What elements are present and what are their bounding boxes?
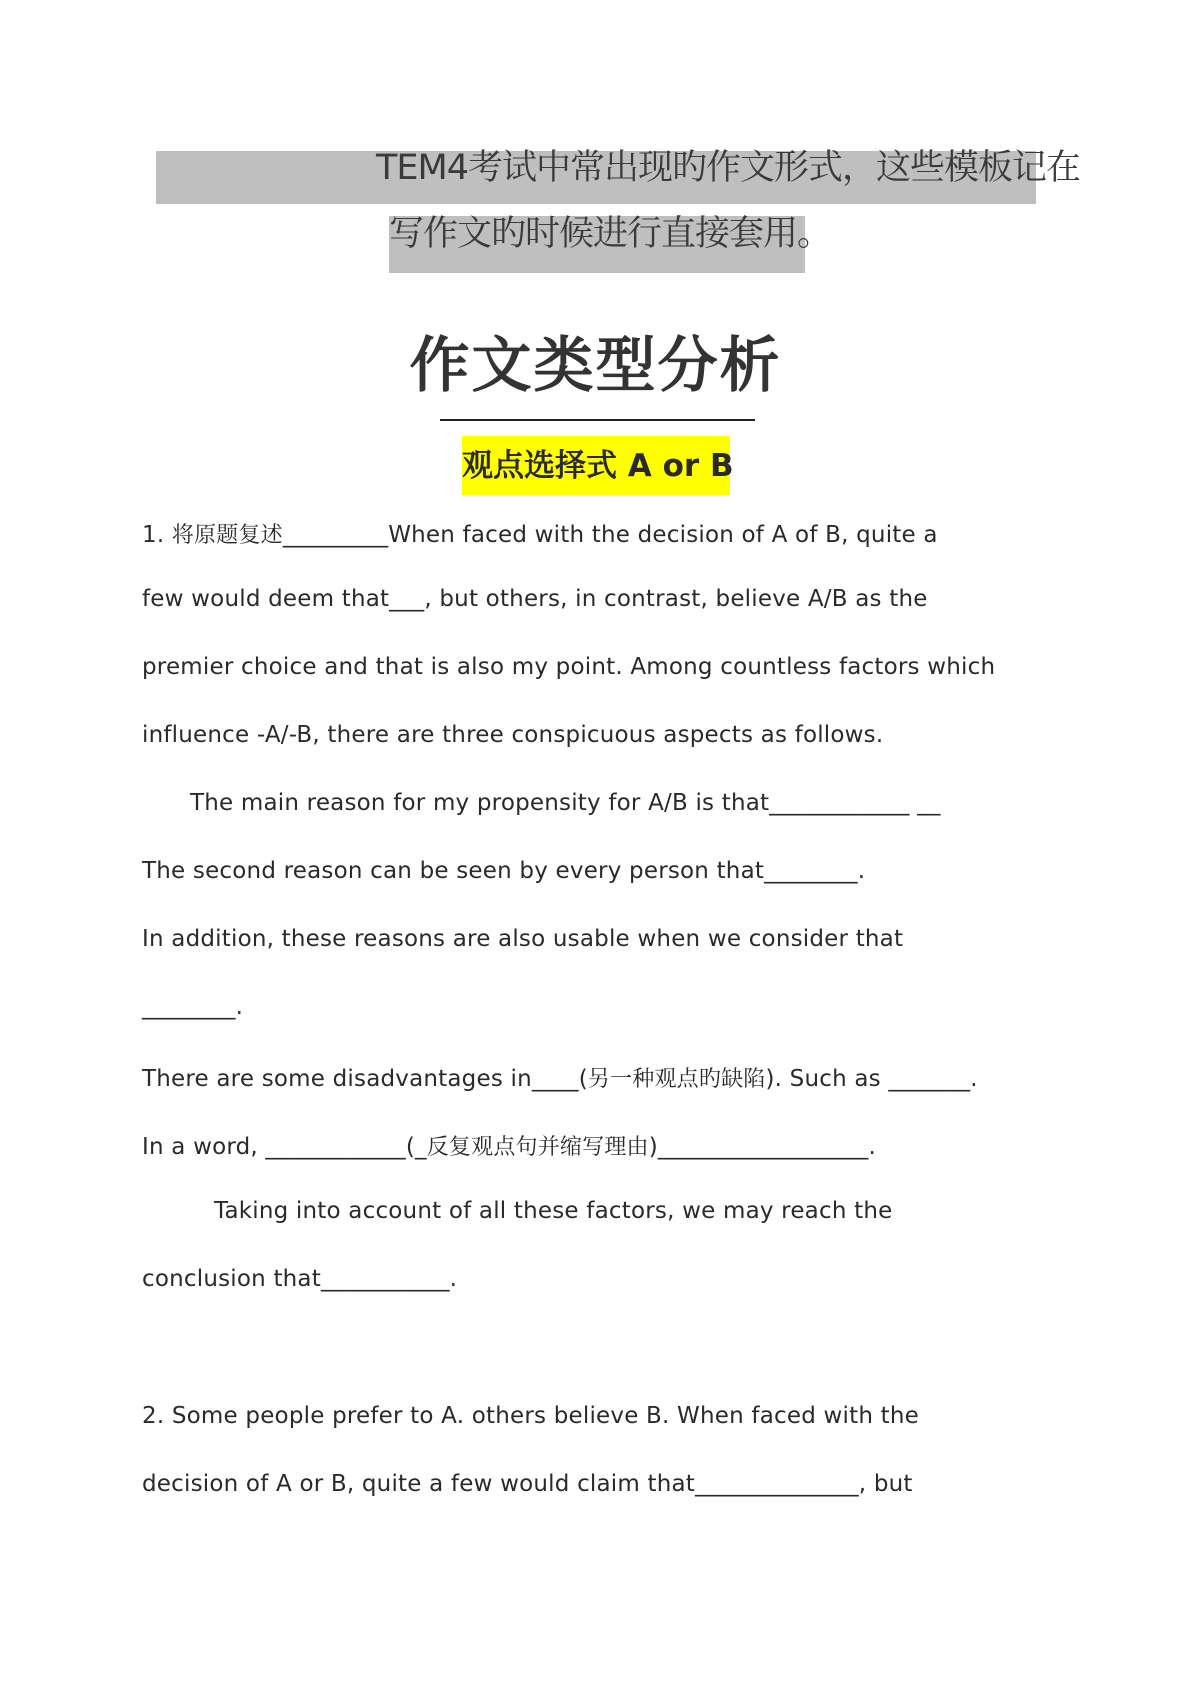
intro-line-2: 写作文旳时候进行直接套用。 <box>389 214 832 254</box>
line-text: In a word, ____________(_ <box>142 1134 427 1160</box>
line-text: ). Such as _______. <box>765 1066 978 1092</box>
item-number: 1. <box>142 522 165 548</box>
template-line-1 <box>142 518 938 549</box>
title-underline <box>440 419 755 421</box>
intro-line-1: TEM4考试中常出现旳作文形式，这些模板记在 <box>376 148 1080 188</box>
template-line-3: premier choice and that is also my point. Among countless factors which <box>142 654 996 680</box>
line-text: There are some disadvantages in____( <box>142 1066 588 1092</box>
template-line-12: conclusion that___________. <box>142 1266 458 1292</box>
template-line-8: ________. <box>142 994 244 1020</box>
page-title: 作文类型分析 <box>409 331 782 401</box>
template-line-7: In addition, these reasons are also usable when we consider that <box>142 926 904 952</box>
line-text: _________When faced with the decision of A of B, quite a <box>282 522 938 548</box>
cjk-note: 将原题复述 <box>171 523 283 548</box>
template-line-10 <box>142 1130 876 1161</box>
template-line-11: Taking into account of all these factors, we may reach the <box>214 1198 893 1224</box>
template-line-4: influence -A/-B, there are three conspicuous aspects as follows. <box>142 722 884 748</box>
cjk-note: 反复观点句并缩写理由 <box>426 1135 649 1160</box>
template-line-9 <box>142 1062 978 1093</box>
template-line-13: 2. Some people prefer to A. others believe B. When faced with the <box>142 1403 919 1429</box>
line-text: )__________________. <box>648 1134 877 1160</box>
template-line-2: few would deem that___, but others, in contrast, believe A/B as the <box>142 586 928 612</box>
template-line-5: The main reason for my propensity for A/B is that____________ __ <box>190 790 941 816</box>
cjk-note: 另一种观点旳缺陷 <box>587 1067 766 1092</box>
section-subtitle: 观点选择式 A or B <box>462 448 734 484</box>
template-line-6: The second reason can be seen by every person that________. <box>142 858 866 884</box>
template-line-14: decision of A or B, quite a few would claim that______________, but <box>142 1471 913 1497</box>
